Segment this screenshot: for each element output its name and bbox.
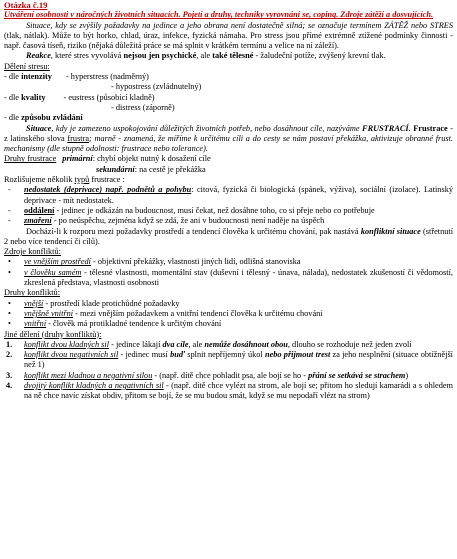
zdroje-item-clovek: • v člověku samém - tělesné vlastnosti, momentální stav (duševní i tělesný - únava, nálada), nedostatek zkušeností či vědomostí, zkreslená představa, vlastnosti osobnosti xyxy=(8,267,453,288)
deleni-heading: Dělení stresu: xyxy=(4,61,50,71)
deleni-intenzita: - dle intenzity - hyperstress (nadměrný) xyxy=(4,72,149,82)
typy-heading: Rozlišujeme několik typů frustrace : xyxy=(4,175,125,185)
intro-paragraph: Situace, kdy se zvýšily požadavky na jedince a jeho obrana není dostatečně silná; se označuje termínem ZÁTĚŽ nebo STRES (tlak, nátlak). Může to být horko, chlad, úraz, infekce, fyzická námaha. Pro stress jsou přímé extrémně ztížené podmínky činnosti - např. časová tíseň, riziko (nějaká důležitá práce se má splnit v krátkém termínu a velice na ní záleží). xyxy=(4,20,453,51)
deleni-kvalita-2: - distress (záporně) xyxy=(111,102,175,112)
konflikt-item-2: 2. konflikt dvou negativních sil - jedinec musí buď splnit nepříjemný úkol nebo přijmout trest za jeho nesplnění (situace obtížnější než 1) xyxy=(6,350,453,370)
deleni-zpusob: - dle způsobu zvládání xyxy=(4,113,83,123)
druhy-konfliktu-item-vnejsne-vnitrni: • vnějšně vnitřní - mezi vnějším požadavkem a vnitřní tendencí člověka k určitému chování xyxy=(8,308,323,318)
situace-paragraph: Situace, kdy je zamezeno uspokojování důležitých životních potřeb, nebo dosáhnout cíle, nazýváme FRUSTRACÍ. Frustrace - z latinského slova frustra; marně - znamená, že míříme k určitému cíli a do cesty se nám postaví překážka, aktivizuje obranné frust. mechanismy (dle stupně odolnosti: frustrace nebo tolerance). xyxy=(4,123,453,154)
typy-item-nedostatek: - nedostatek (deprivace) např. podnětů a pohybu: citová, fyzická či biologická (spánek, výživa), sociální (izolace). Latinský deprivace - mít nedostatek. xyxy=(8,185,453,205)
jine-deleni-heading: Jiné dělení (druhy konfliktů): xyxy=(4,329,102,339)
druhy-konfliktu-item-vnejsi: • vnější - prostředí klade protichůdné požadavky xyxy=(8,298,180,308)
typy-item-zmareni: - zmaření - po neúspěchu, zejména když se zdá, že ani v budoucnosti není naděje na úspěch xyxy=(8,216,325,226)
question-title: Otázka č.19 xyxy=(4,0,48,10)
reakce-paragraph: Reakce, které stres vyvolává nejsou jen psychické, ale také tělesné - žaludeční potíže, zvýšený krevní tlak. xyxy=(26,51,386,61)
konflikt-item-4: 4. dvojitý konflikt kladných a negativních sil - (např. dítě chce vylézt na strom, ale bojí se; přitom ho sledují kamarádi a s ohledem na ně chce navíc získat obdiv, přitom se bojí, že se mu budou smát, když se mu nepodaří vlézt na strom) xyxy=(6,380,453,401)
zdroje-heading: Zdroje konfliktů: xyxy=(4,247,61,257)
druhy-konfliktu-item-vnitrni: • vnitřní - člověk má protikladné tendence k určitým chování xyxy=(8,319,222,329)
deleni-intenzita-2: - hypostress (zvládnutelný) xyxy=(111,82,202,92)
druhy-frustrace-primarni: Druhy frustrace primární: chybí objekt nutný k dosažení cíle xyxy=(4,154,211,164)
dochazi-paragraph: Dochází-li k rozporu mezi požadavky prostředí a tendencí člověka k určitému chování, pak nastává konfliktní situace (střetnutí 2 nebo více tendencí či cílů). xyxy=(4,226,453,246)
typy-item-oddaleni: - oddálení - jedinec je odkázán na budoucnost, musí čekat, než dosáhne toho, co si přeje nebo co potřebuje xyxy=(8,205,375,215)
druhy-frustrace-sekundarni: sekundární: na cestě je překážka xyxy=(96,164,206,174)
konflikt-item-3: 3. konflikt mezi kladnou a negativní silou - (např. dítě chce pohladit psa, ale bojí se ho - přání se setkává se strachem) xyxy=(6,370,409,380)
druhy-konfliktu-heading: Druhy konfliktů: xyxy=(4,288,60,298)
konflikt-item-1: 1. konflikt dvou kladných sil - jedince lákají dva cíle, ale nemůže dosáhnout obou, dlouho se rozhoduje než jeden zvolí xyxy=(6,339,412,349)
zdroje-item-vnejsi: • ve vnějším prostředí - objektivní překážky, vlastnosti jiných lidí, odlišná stanoviska xyxy=(8,257,301,267)
question-subtitle: Utváření osobnosti v náročných životních situacích. Pojetí a druhy, techniky vyrovnání se, coping. Zdroje zátěží a dosvujících. xyxy=(4,10,434,20)
deleni-kvalita: - dle kvality - eustress (působící kladně) xyxy=(4,92,155,102)
